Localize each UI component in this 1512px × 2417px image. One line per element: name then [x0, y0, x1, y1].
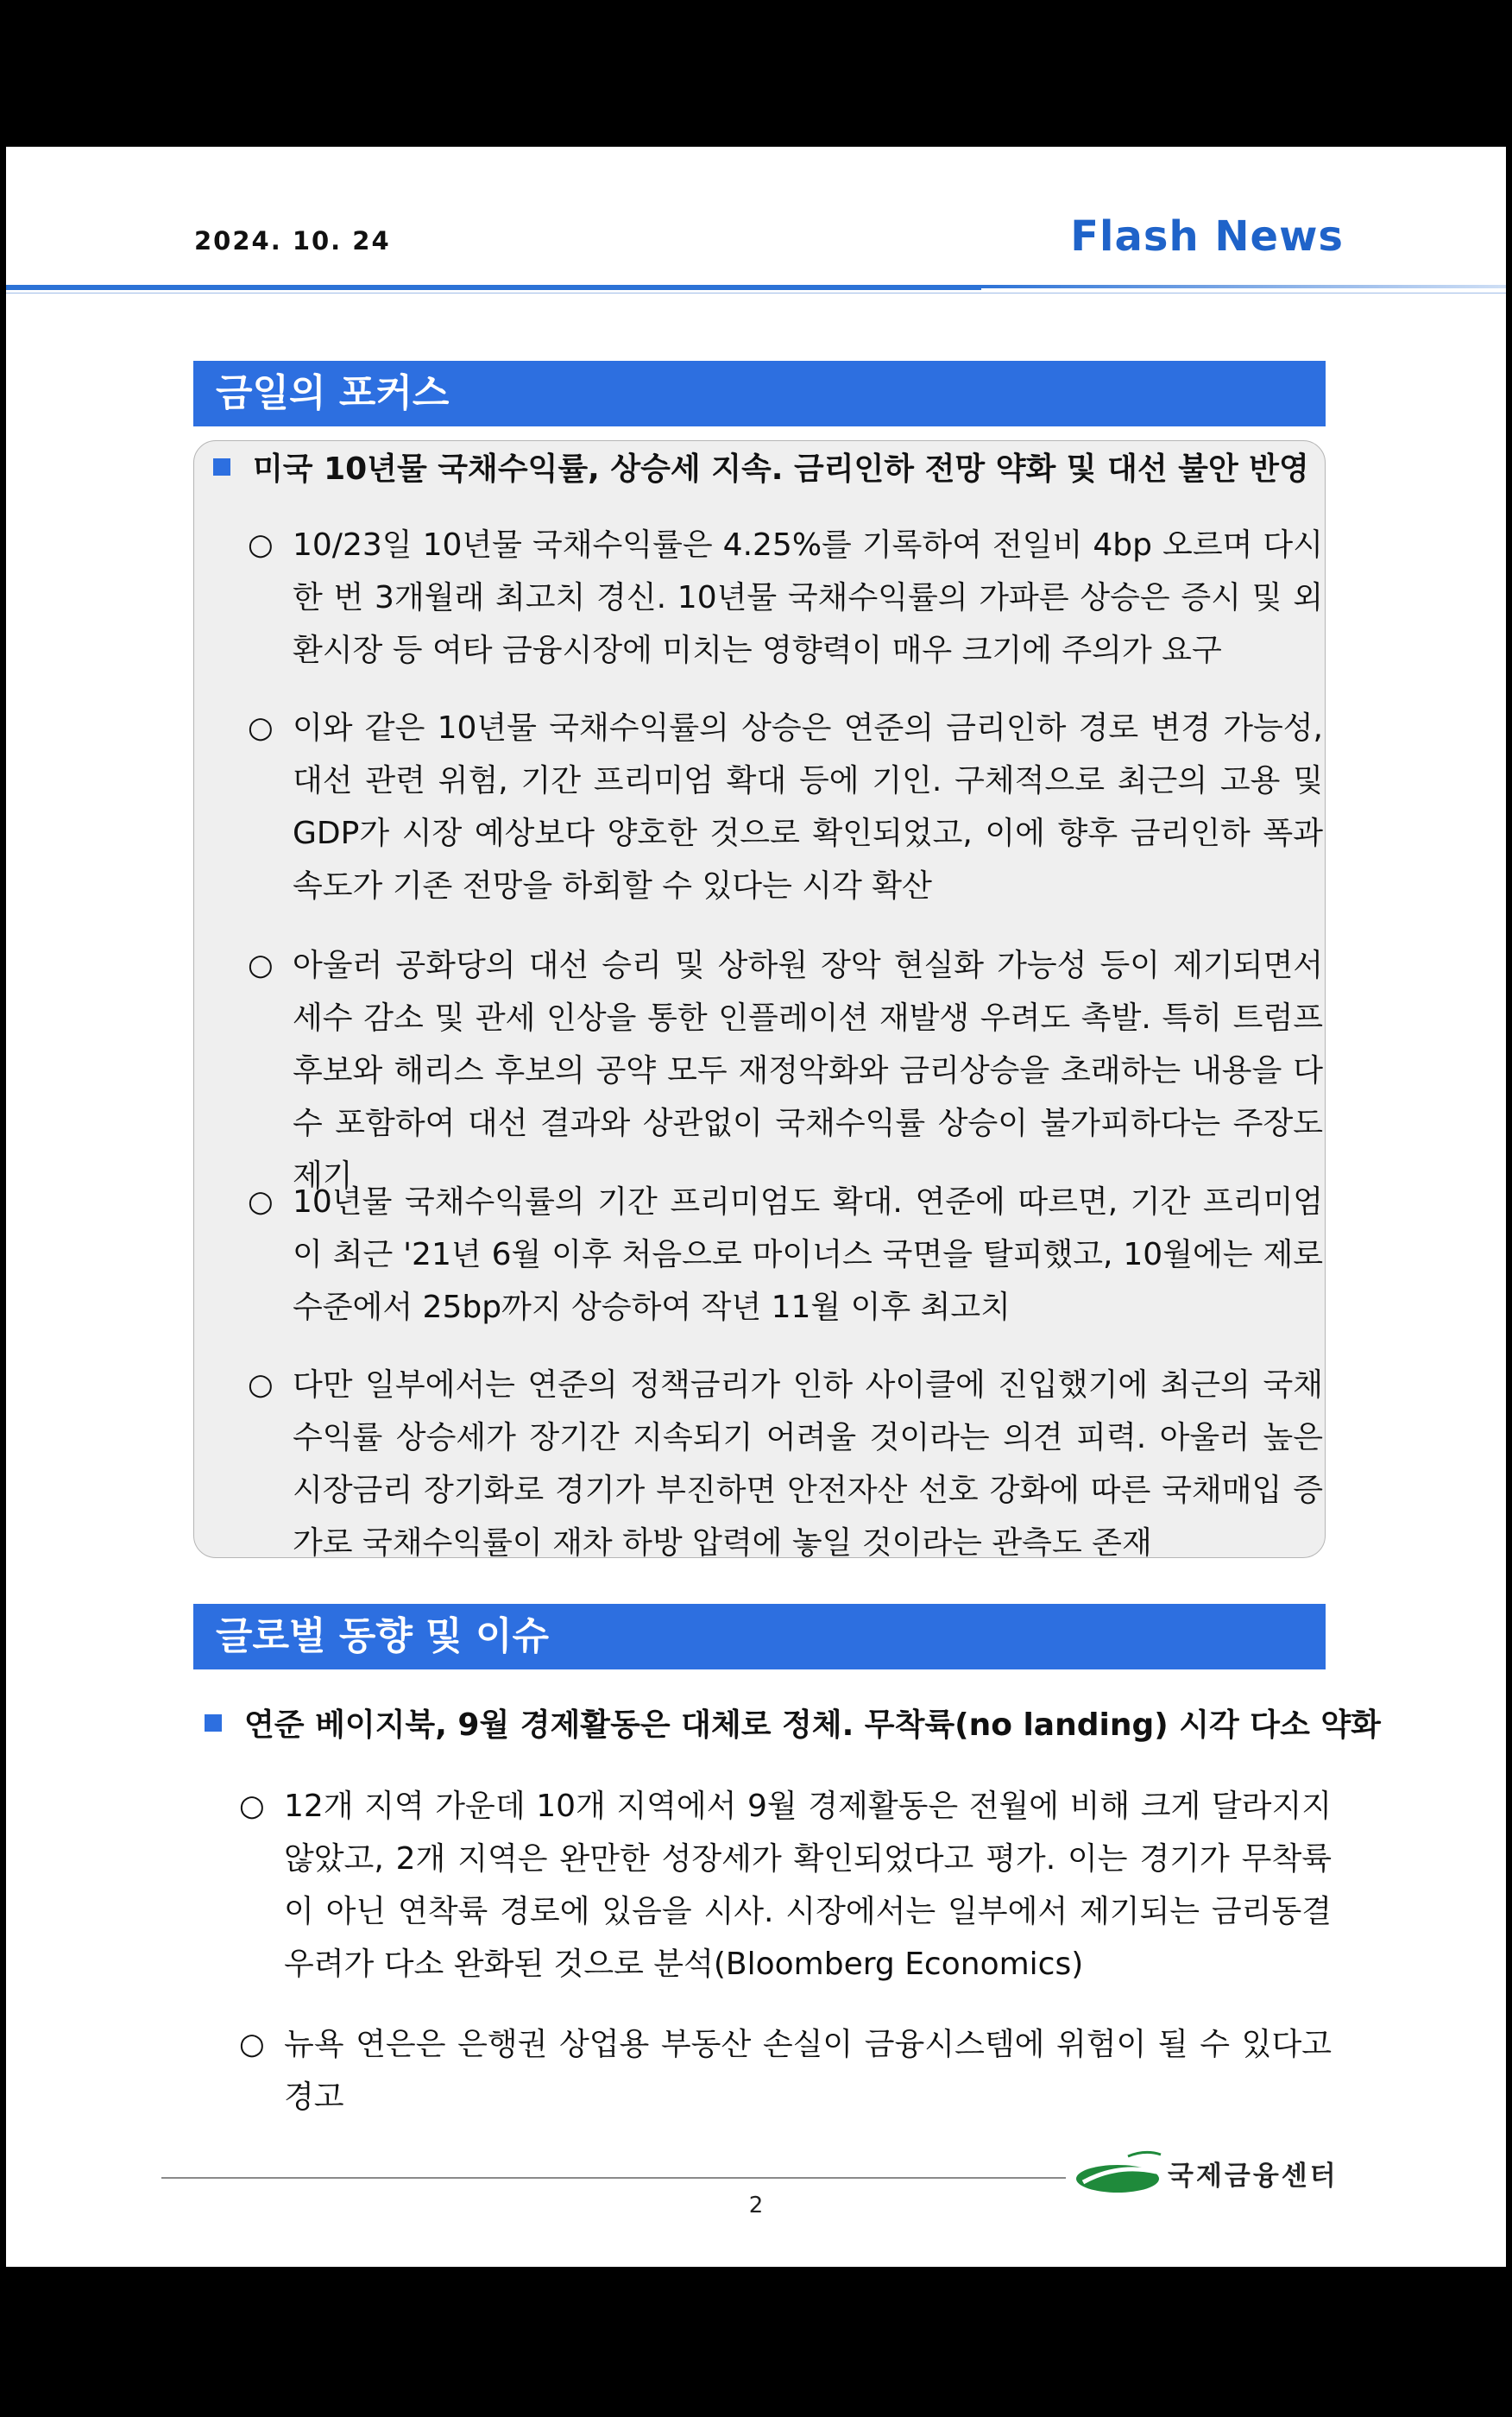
square-bullet-icon [205, 1714, 222, 1732]
focus-bullet-4: ○ 10년물 국채수익률의 기간 프리미엄도 확대. 연준에 따르면, 기간 프리미엄이 최근 '21년 6월 이후 처음으로 마이너스 국면을 탈피했고, 10월에는 제로 수준에서 25bp까지 상승하여 작년 11월 이후 최고치 [248, 1176, 1323, 1334]
global-bullet-2: ○ 뉴욕 연은은 은행권 상업용 부동산 손실이 금융시스템에 위험이 될 수 있다고 경고 [239, 2018, 1332, 2124]
focus-bullet-3: ○ 아울러 공화당의 대선 승리 및 상하원 장악 현실화 가능성 등이 제기되면서 세수 감소 및 관세 인상을 통한 인플레이션 재발생 우려도 촉발. 특히 트럼프 후보와 해리스 후보의 공약 모두 재정악화와 금리상승을 초래하는 내용을 다수 포함하여 대선 결과와 상관없이 국채수익률 상승이 불가피하다는 주장도 제기 [248, 939, 1323, 1202]
header-rule [6, 285, 1506, 293]
document-page [6, 147, 1506, 2267]
focus-bullet-1: ○ 10/23일 10년물 국채수익률은 4.25%를 기록하여 전일비 4bp 오르며 다시 한 번 3개월래 최고치 경신. 10년물 국채수익률의 가파른 상승은 증시 및 외환시장 등 여타 금융시장에 미치는 영향력이 매우 크기에 주의가 요구 [248, 519, 1323, 677]
circle-bullet-icon: ○ [239, 2027, 265, 2061]
focus-headline [213, 445, 1309, 489]
circle-bullet-icon: ○ [248, 1367, 274, 1402]
circle-bullet-icon: ○ [248, 948, 274, 982]
focus-headline-text: 미국 10년물 국채수익률, 상승세 지속. 금리인하 전망 약화 및 대선 불안 반영 [253, 451, 1309, 487]
logo-text: 국제금융센터 [1168, 2161, 1339, 2192]
global-bullet-1: ○ 12개 지역 가운데 10개 지역에서 9월 경제활동은 전월에 비해 크게 달라지지 않았고, 2개 지역은 완만한 성장세가 확인되었다고 평가. 이는 경기가 무착륙이 아닌 연착륙 경로에 있음을 시사. 시장에서는 일부에서 제기되는 금리동결 우려가 다소 완화된 것으로 분석(Bloomberg Economics) [239, 1780, 1332, 1991]
circle-bullet-icon: ○ [248, 710, 274, 745]
section-title-global: 글로벌 동향 및 이슈 [193, 1604, 1326, 1669]
report-title: Flash News [1070, 212, 1344, 261]
focus-bullet-5: ○ 다만 일부에서는 연준의 정책금리가 인하 사이클에 진입했기에 최근의 국채수익률 상승세가 장기간 지속되기 어려울 것이라는 의견 피력. 아울러 높은 시장금리 장기화로 경기가 부진하면 안전자산 선호 강화에 따른 국채매입 증가로 국채수익률이 재차 하방 압력에 놓일 것이라는 관측도 존재 [248, 1359, 1323, 1569]
focus-bullet-2: ○ 이와 같은 10년물 국채수익률의 상승은 연준의 금리인하 경로 변경 가능성, 대선 관련 위험, 기간 프리미엄 확대 등에 기인. 구체적으로 최근의 고용 및 GDP가 시장 예상보다 양호한 것으로 확인되었고, 이에 향후 금리인하 폭과 속도가 기존 전망을 하회할 수 있다는 시각 확산 [248, 702, 1323, 912]
page-number: 2 [748, 2193, 764, 2218]
section-title-focus: 금일의 포커스 [193, 361, 1326, 426]
global-headline-text: 연준 베이지북, 9월 경제활동은 대체로 정체. 무착륙(no landing) 시각 다소 약화 [244, 1707, 1381, 1743]
report-date: 2024. 10. 24 [194, 226, 391, 256]
circle-bullet-icon: ○ [248, 527, 274, 562]
square-bullet-icon [213, 458, 230, 476]
circle-bullet-icon: ○ [239, 1789, 265, 1823]
circle-bullet-icon: ○ [248, 1184, 274, 1219]
footer-rule [161, 2177, 1066, 2179]
global-headline [205, 1701, 1381, 1745]
